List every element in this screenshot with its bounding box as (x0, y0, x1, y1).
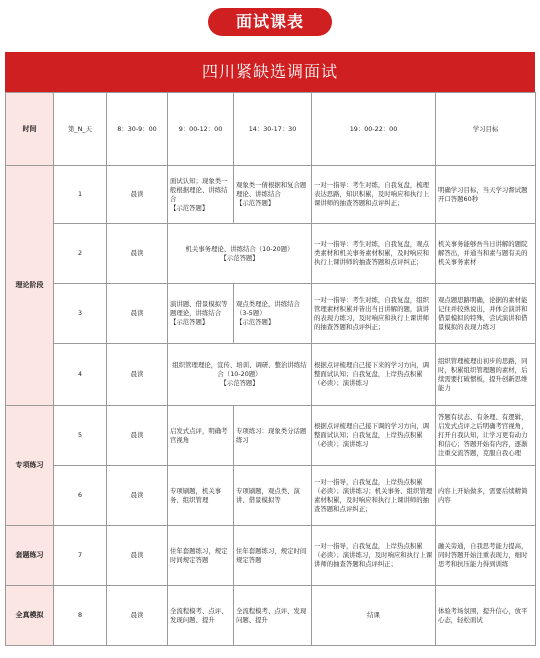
morning-cell: 晨读 (107, 166, 168, 224)
am-cell: 住年套题练习，规定时间规定答题 (168, 526, 234, 586)
header-time: 时间 (6, 93, 54, 166)
schedule-title: 四川紧缺选调面试 (5, 52, 535, 92)
goal-cell: 融关旁通，自我思考能力提高，同时答题开始注重表现力，细时思考和抗压能力得到训练 (436, 526, 536, 586)
goal-cell: 明确学习目标，当天学习督试题开口答题60秒 (436, 166, 536, 224)
morning-cell: 晨读 (107, 526, 168, 586)
header-am: 9：00-12：00 (168, 93, 234, 166)
table-row (6, 526, 536, 586)
am-cell: 全流程模考、点评、发现问题、提升 (168, 586, 234, 646)
goal-cell: 观点题思路明确，论据的素材能记住并较熟说出，并体会演讲和借景模拟的特殊，尝试演讲和借景模拟的表现力练习 (436, 284, 536, 344)
evening-cell: 一对一指导，自我复盘，上岸热点积累（必读）；演讲练习；机关事务、组织管理素材积累，及时响应和执行上课讲师的抽查答题和点评纠正； (312, 466, 436, 526)
header-area (0, 0, 540, 42)
header-evening: 19：00-22：00 (312, 93, 436, 166)
day-cell: 5 (54, 406, 107, 466)
page-title-badge: 面试课表 (208, 8, 332, 36)
day-cell: 2 (54, 224, 107, 284)
morning-cell: 晨读 (107, 586, 168, 646)
morning-cell: 晨读 (107, 224, 168, 284)
evening-cell: 根据点评梳理自己接下调的学习方向，调整面试认知；自我复盘，上岸热点积累（必读）；演讲练习 (312, 406, 436, 466)
table-header-row (6, 93, 536, 166)
table-row (6, 466, 536, 526)
am-cell: 面试认知；现象类一般根据理论、讲练结合 【示范答题】 (168, 166, 234, 224)
segment-mock: 全真模拟 (6, 586, 54, 646)
merged-cell: 组织管理理论，宣传、培训、调研、整治讲练结合（10-20题） 【示范答题】 (168, 344, 312, 406)
table-row (6, 586, 536, 646)
header-pm: 14：30-17：30 (234, 93, 312, 166)
merged-cell: 机关事务理论、讲练结合（10-20题） 【示范答题】 (168, 224, 312, 284)
morning-cell: 晨读 (107, 344, 168, 406)
goal-cell: 答题有状态、有条理、有逻辑，启发式点评之后明确考官视角，打开自我认知，让学习更有动力和信心；答题开始有内容，逐渐注重交流答题，克服自我心理 (436, 406, 536, 466)
day-cell: 6 (54, 466, 107, 526)
pm-cell: 住年套题练习，规定时间规定答题 (234, 526, 312, 586)
evening-cell: 一对一指导：考生对练，自我复盘，组织管理素材积累并皆出当日讲解的题，演讲的表现力练习，及时响应和执行上课讲师的抽查答题和点评纠正； (312, 284, 436, 344)
day-cell: 8 (54, 586, 107, 646)
am-cell: 启发式点评，明确考官视角 (168, 406, 234, 466)
segment-theory: 理论阶段 (6, 166, 54, 406)
goal-cell: 组织管理梳理出初步的思路，同时，积累组织管理题的素材，后续需要打破惯板，提升创新思维能力 (436, 344, 536, 406)
pm-cell: 专项练习：现象类分话题练习 (234, 406, 312, 466)
header-morning: 8：30-9：00 (107, 93, 168, 166)
evening-cell: 一对一指导：考生对练，自我复盘，观点类素材和机关事务素材积累，及时响应和执行上课讲师的抽查答题和点评纠正； (312, 224, 436, 284)
am-cell: 专项刷题，机关事务、组织管理 (168, 466, 234, 526)
morning-cell: 晨读 (107, 406, 168, 466)
morning-cell: 晨读 (107, 466, 168, 526)
evening-cell: 结课 (312, 586, 436, 646)
goal-cell: 体验考场氛围，提升信心，放平心态，轻松面试 (436, 586, 536, 646)
am-cell: 演讲题、借景模拟等题理论，讲练结合 【示范答题】 (168, 284, 234, 344)
header-goal: 学习目标 (436, 93, 536, 166)
table-row (6, 284, 536, 344)
day-cell: 1 (54, 166, 107, 224)
pm-cell: 观点类理论，讲练结合（3-5题） 【示范答题】 (234, 284, 312, 344)
day-cell: 3 (54, 284, 107, 344)
table-row (6, 406, 536, 466)
evening-cell: 一对一指导：考生对练，自我复盘，梳理表达思路，知识积累，及时响应和执行上课讲师的抽查答题和点评纠正； (312, 166, 436, 224)
pm-cell: 观象类一倩根据和复合题理论、讲练结合 【示范答题】 (234, 166, 312, 224)
segment-full-set: 套题练习 (6, 526, 54, 586)
goal-cell: 机关事务能够吾当日讲解的题院解答出，并通当和素与题有关的机关事务素材 (436, 224, 536, 284)
day-cell: 7 (54, 526, 107, 586)
pm-cell: 全流程模考、点评、发现问题、提升 (234, 586, 312, 646)
goal-cell: 内容上开始做多，需要后续精简内容 (436, 466, 536, 526)
segment-special: 专项练习 (6, 406, 54, 526)
table-row (6, 224, 536, 284)
evening-cell: 根据点评梳理自己接下来的学习方向，调整面试认知；自我复盘，上岸热点积累（必读）；演讲练习 (312, 344, 436, 406)
pm-cell: 专项刷题，观点类、演讲、借景模拟等 (234, 466, 312, 526)
table-row (6, 166, 536, 224)
evening-cell: 一对一指导，自我复盘，上岸热点积累（必读）；演讲练习，及时响应和执行上课讲师的抽查答题和点评纠正； (312, 526, 436, 586)
table-row (6, 344, 536, 406)
header-day: 第_N_天 (54, 93, 107, 166)
schedule-table (5, 92, 536, 646)
day-cell: 4 (54, 344, 107, 406)
morning-cell: 晨读 (107, 284, 168, 344)
